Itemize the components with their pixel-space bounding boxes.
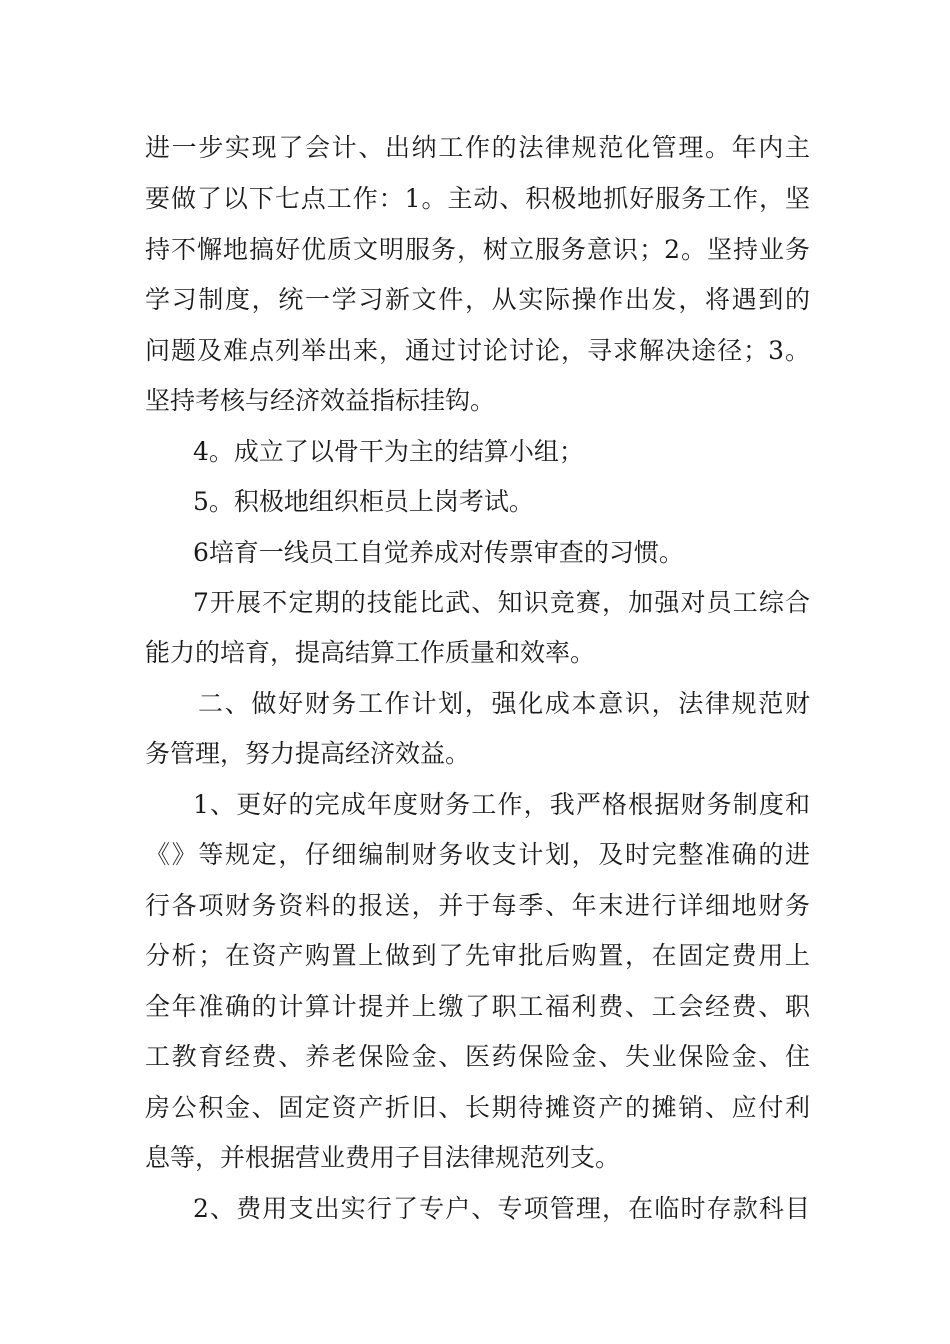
- text-line: 4。成立了以骨干为主的结算小组；: [193, 437, 584, 466]
- text-line: 进一步实现了会计、出纳工作的法律规范化管理。年内主: [145, 133, 810, 162]
- text-line: 房公积金、固定资产折旧、长期待摊资产的摊销、应付利: [145, 1093, 810, 1122]
- text-line: 息等，并根据营业费用子目法律规范列支。: [145, 1143, 621, 1172]
- text-line: 分析；在资产购置上做到了先审批后购置，在固定费用上: [145, 941, 810, 970]
- text-line: 2、费用支出实行了专户、专项管理，在临时存款科目: [193, 1194, 810, 1223]
- text-line: 5。积极地组织柜员上岗考试。: [193, 487, 534, 516]
- text-line: 能力的培育，提高结算工作质量和效率。: [145, 638, 596, 667]
- text-line: 问题及难点列举出来，通过讨论讨论，寻求解决途径；3。: [145, 336, 810, 365]
- text-line: 工教育经费、养老保险金、医药保险金、失业保险金、住: [145, 1042, 810, 1071]
- text-line: 全年准确的计算计提并上缴了职工福利费、工会经费、职: [145, 992, 810, 1021]
- text-line: 《》等规定，仔细编制财务收支计划，及时完整准确的进: [145, 840, 810, 869]
- text-line: 6培育一线员工自觉养成对传票审查的习惯。: [193, 538, 684, 567]
- text-line: 1、更好的完成年度财务工作，我严格根据财务制度和: [193, 790, 810, 819]
- section-heading-continued: 务管理，努力提高经济效益。: [145, 739, 471, 768]
- text-line: 7开展不定期的技能比武、知识竞赛，加强对员工综合: [193, 588, 810, 617]
- text-line: 要做了以下七点工作：1。主动、积极地抓好服务工作，坚: [145, 184, 810, 213]
- text-line: 坚持考核与经济效益指标挂钩。: [145, 386, 496, 415]
- text-line: 持不懈地搞好优质文明服务，树立服务意识；2。坚持业务: [145, 235, 810, 264]
- text-line: 行各项财务资料的报送，并于每季、年末进行详细地财务: [145, 891, 810, 920]
- text-line: 学习制度，统一学习新文件，从实际操作出发，将遇到的: [145, 285, 810, 314]
- section-heading: 二、做好财务工作计划，强化成本意识，法律规范财: [198, 689, 810, 718]
